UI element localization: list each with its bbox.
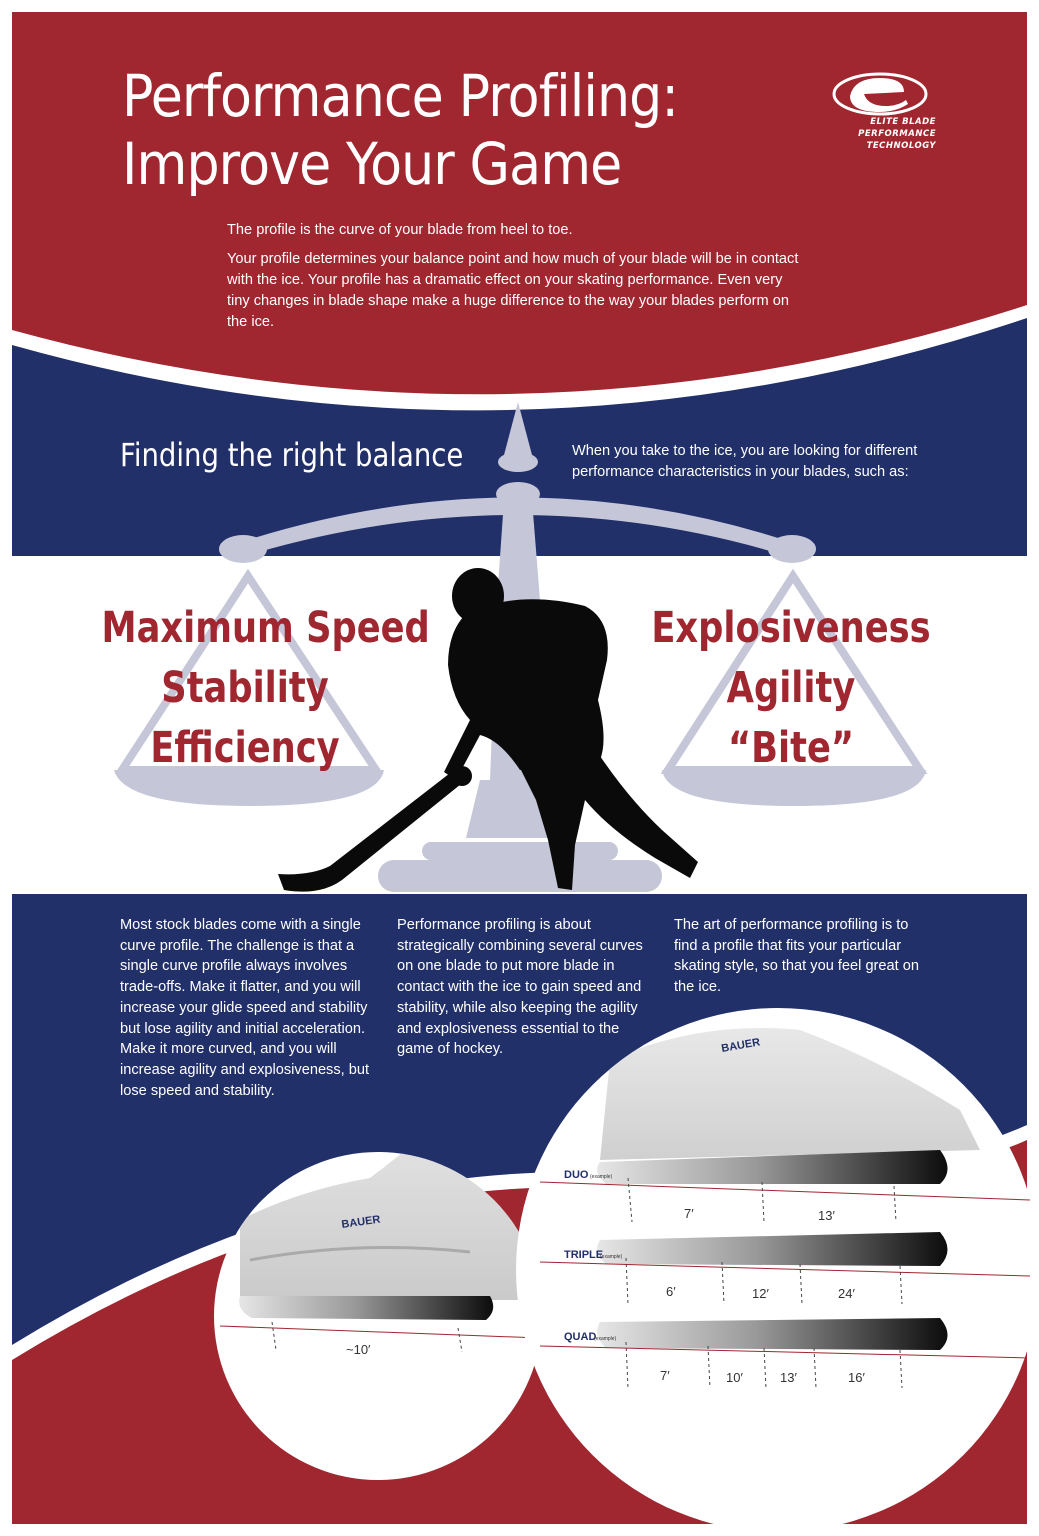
intro-paragraph-1: The profile is the curve of your blade from heel to toe. xyxy=(227,222,573,238)
quad-measure-1: 7′ xyxy=(660,1368,670,1383)
intro-paragraph-2: Your profile determines your balance point and how much of your blade will be in contact with the ice. Your profile has a dramatic effect on your skating performance. Even very tiny changes in blade shape make a huge difference to the way your blades perform on the ice. xyxy=(227,251,799,330)
scale-base xyxy=(378,860,662,892)
quad-measure-3: 13′ xyxy=(780,1370,797,1385)
brand-line-2: PERFORMANCE xyxy=(858,129,936,139)
duo-sub: (example) xyxy=(590,1174,613,1180)
trait-efficiency: Efficiency xyxy=(150,723,340,773)
triple-measure-1: 6′ xyxy=(666,1284,676,1299)
balance-lead: When you take to the ice, you are looking for different performance characteristics in your blades, such as: xyxy=(572,443,918,480)
trait-agility: Agility xyxy=(726,663,856,713)
triple-measure-3: 24′ xyxy=(838,1286,855,1301)
trait-maximum-speed: Maximum Speed xyxy=(101,603,430,653)
multi-blade-brand: BAUER xyxy=(720,1036,762,1055)
duo-measure-2: 13′ xyxy=(818,1208,835,1223)
page-title xyxy=(122,62,678,198)
brand-wordmark xyxy=(846,116,936,152)
balance-heading: Finding the right balance xyxy=(120,436,464,474)
title-line-2: Improve Your Game xyxy=(122,130,622,198)
brand-line-1: ELITE BLADE xyxy=(870,117,936,127)
single-blade-brand: BAUER xyxy=(340,1213,382,1231)
intro-text xyxy=(227,220,807,341)
right-traits xyxy=(616,598,966,778)
brand-line-3: TECHNOLOGY xyxy=(866,141,936,151)
scale-base-top xyxy=(422,842,618,860)
quad-label: QUAD xyxy=(564,1331,597,1343)
triple-measure-2: 12′ xyxy=(752,1286,769,1301)
right-beam-end xyxy=(768,535,816,563)
duo-measure-1: 7′ xyxy=(684,1206,694,1221)
column-stock-blades: Most stock blades come with a single curve profile. The challenge is that a single curve profile always involves trade-offs. Make it flatter, and you will increase your glide speed and stability but lose agility and initial acceleration. Make it more curved, and you will increase agility and explosiveness, but lose speed and stability. xyxy=(120,917,370,1099)
trait-explosiveness: Explosiveness xyxy=(651,603,931,653)
trait-bite: “Bite” xyxy=(727,723,855,773)
column-art-of-profiling: The art of performance profiling is to find a profile that fits your particular skating style, so that you feel great on the ice. xyxy=(674,917,919,996)
quad-measure-2: 10′ xyxy=(726,1370,743,1385)
triple-sub: (example) xyxy=(600,1254,623,1260)
column-performance-profiling: Performance profiling is about strategically combining several curves on one blade to put more blade in contact with the ice to gain speed and stability, while also keeping the agility and explosiveness essential to the game of hockey. xyxy=(397,917,643,1058)
trait-stability: Stability xyxy=(161,663,329,713)
left-traits xyxy=(70,598,430,778)
multi-curve-blades-illustration xyxy=(516,1008,1039,1532)
scale-knob xyxy=(498,452,538,472)
duo-label: DUO xyxy=(564,1169,589,1181)
quad-sub: (example) xyxy=(594,1336,617,1342)
triple-label: TRIPLE xyxy=(564,1249,604,1261)
left-beam-end xyxy=(219,535,267,563)
single-blade-measure: ~10′ xyxy=(346,1342,371,1357)
title-line-1: Performance Profiling: xyxy=(122,62,679,130)
quad-measure-4: 16′ xyxy=(848,1370,865,1385)
